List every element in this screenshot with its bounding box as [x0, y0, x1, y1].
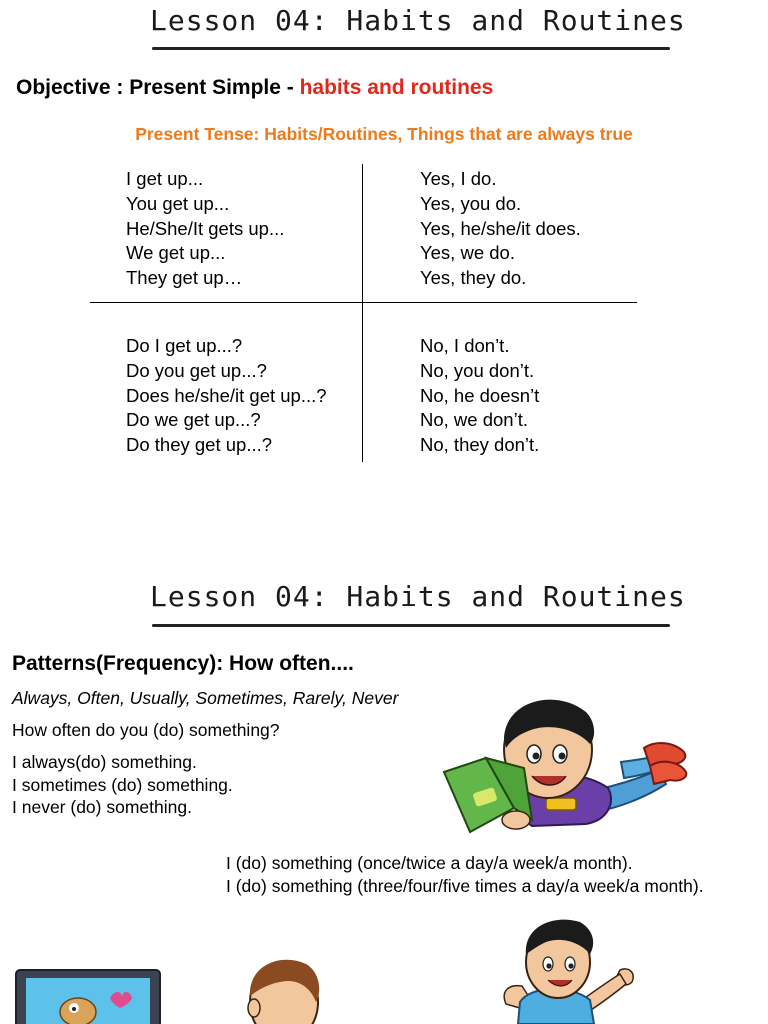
statement-item: They get up…: [126, 267, 243, 289]
example-line: I always(do) something.: [12, 752, 197, 772]
boy-head-illustration: [240, 956, 324, 1024]
objective-line: [16, 76, 493, 100]
statement-item: We get up...: [126, 242, 226, 264]
patterns-title: Patterns(Frequency): How often....: [12, 652, 354, 675]
lesson-title-2: Lesson 04: Habits and Routines: [150, 580, 686, 613]
example-line: I never (do) something.: [12, 797, 192, 817]
question-item: Do they get up...?: [126, 434, 273, 456]
questions-list: [126, 334, 327, 458]
how-often-question: How often do you (do) something?: [12, 720, 280, 740]
title-underline-2: [152, 624, 670, 627]
short-answers-yes: [420, 167, 581, 291]
no-answer-item: No, he doesn’t: [420, 384, 540, 406]
question-item: Does he/she/it get up...?: [126, 384, 327, 406]
objective-label: Objective : Present Simple -: [16, 76, 300, 99]
boy-running-illustration: [470, 914, 646, 1024]
statement-item: He/She/It gets up...: [126, 217, 285, 239]
title-underline-1: [152, 47, 670, 50]
frequency-examples: [12, 751, 233, 819]
grid-vertical-line: [362, 164, 363, 462]
no-answer-item: No, you don’t.: [420, 359, 535, 381]
question-item: Do you get up...?: [126, 359, 267, 381]
times-line: I (do) something (once/twice a day/a week/a month).: [226, 853, 633, 873]
yes-answer-item: Yes, we do.: [420, 242, 515, 264]
no-answer-item: No, they don’t.: [420, 434, 540, 456]
lesson-title-1: Lesson 04: Habits and Routines: [150, 4, 686, 37]
boy-reading-illustration: [436, 692, 692, 844]
times-line: I (do) something (three/four/five times a day/a week/a month).: [226, 875, 704, 896]
no-answer-item: No, I don’t.: [420, 335, 510, 356]
times-patterns: [226, 852, 704, 897]
yes-answer-item: Yes, I do.: [420, 168, 497, 189]
yes-answer-item: Yes, you do.: [420, 192, 522, 214]
statement-item: You get up...: [126, 192, 230, 214]
frequency-words: Always, Often, Usually, Sometimes, Rarely, Never: [12, 688, 399, 708]
objective-highlight: habits and routines: [299, 76, 494, 99]
no-answer-item: No, we don’t.: [420, 409, 528, 431]
question-item: Do I get up...?: [126, 335, 243, 356]
tv-illustration: [14, 968, 162, 1024]
yes-answer-item: Yes, he/she/it does.: [420, 217, 581, 239]
statements-list: [126, 167, 284, 291]
grid-horizontal-line: [90, 302, 637, 303]
example-line: I sometimes (do) something.: [12, 774, 233, 795]
tense-heading: Present Tense: Habits/Routines, Things that are always true: [135, 124, 633, 144]
statement-item: I get up...: [126, 168, 204, 189]
yes-answer-item: Yes, they do.: [420, 267, 527, 289]
question-item: Do we get up...?: [126, 409, 261, 431]
short-answers-no: [420, 334, 539, 458]
